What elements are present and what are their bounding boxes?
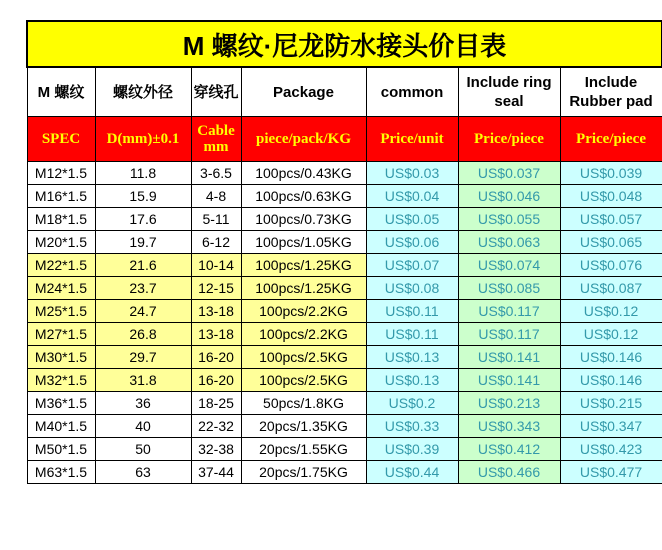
- ring-seal-price-cell: US$0.085: [458, 277, 560, 300]
- common-price-cell: US$0.07: [366, 254, 458, 277]
- package-cell: 100pcs/0.43KG: [241, 162, 366, 185]
- ring-seal-price-cell: US$0.466: [458, 461, 560, 484]
- spec-cell: M22*1.5: [27, 254, 95, 277]
- ring-seal-price-cell: US$0.074: [458, 254, 560, 277]
- ring-seal-price-cell: US$0.037: [458, 162, 560, 185]
- package-cell: 50pcs/1.8KG: [241, 392, 366, 415]
- diameter-cell: 50: [95, 438, 191, 461]
- cable-cell: 16-20: [191, 369, 241, 392]
- subheader-row: [27, 117, 662, 162]
- diameter-cell: 23.7: [95, 277, 191, 300]
- rubber-pad-price-cell: US$0.146: [560, 346, 662, 369]
- table-row: [27, 438, 662, 461]
- rubber-pad-price-cell: US$0.065: [560, 231, 662, 254]
- table-row: [27, 185, 662, 208]
- package-cell: 100pcs/2.2KG: [241, 323, 366, 346]
- diameter-cell: 19.7: [95, 231, 191, 254]
- header-rubber-pad: Include Rubber pad: [560, 67, 662, 117]
- subheader-diameter: D(mm)±0.1: [95, 117, 191, 162]
- diameter-cell: 24.7: [95, 300, 191, 323]
- table-row: [27, 208, 662, 231]
- package-cell: 100pcs/2.5KG: [241, 346, 366, 369]
- rubber-pad-price-cell: US$0.146: [560, 369, 662, 392]
- cable-cell: 13-18: [191, 300, 241, 323]
- diameter-cell: 63: [95, 461, 191, 484]
- spec-cell: M32*1.5: [27, 369, 95, 392]
- cable-cell: 12-15: [191, 277, 241, 300]
- rubber-pad-price-cell: US$0.423: [560, 438, 662, 461]
- rubber-pad-price-cell: US$0.215: [560, 392, 662, 415]
- spec-cell: M12*1.5: [27, 162, 95, 185]
- common-price-cell: US$0.04: [366, 185, 458, 208]
- table-row: [27, 300, 662, 323]
- ring-seal-price-cell: US$0.412: [458, 438, 560, 461]
- package-cell: 100pcs/0.63KG: [241, 185, 366, 208]
- table-row: [27, 231, 662, 254]
- table-row: [27, 277, 662, 300]
- cable-cell: 22-32: [191, 415, 241, 438]
- header-common: common: [366, 67, 458, 117]
- subheader-spec: SPEC: [27, 117, 95, 162]
- spec-cell: M50*1.5: [27, 438, 95, 461]
- spec-cell: M24*1.5: [27, 277, 95, 300]
- common-price-cell: US$0.08: [366, 277, 458, 300]
- rubber-pad-price-cell: US$0.12: [560, 323, 662, 346]
- spec-cell: M20*1.5: [27, 231, 95, 254]
- spec-cell: M27*1.5: [27, 323, 95, 346]
- header-outer-diameter: 螺纹外径: [95, 67, 191, 117]
- table-row: [27, 162, 662, 185]
- ring-seal-price-cell: US$0.141: [458, 369, 560, 392]
- rubber-pad-price-cell: US$0.12: [560, 300, 662, 323]
- header-row: [27, 67, 662, 117]
- common-price-cell: US$0.11: [366, 323, 458, 346]
- header-package: Package: [241, 67, 366, 117]
- rubber-pad-price-cell: US$0.477: [560, 461, 662, 484]
- package-cell: 20pcs/1.35KG: [241, 415, 366, 438]
- rubber-pad-price-cell: US$0.347: [560, 415, 662, 438]
- common-price-cell: US$0.13: [366, 369, 458, 392]
- cable-cell: 32-38: [191, 438, 241, 461]
- cable-cell: 16-20: [191, 346, 241, 369]
- cable-cell: 3-6.5: [191, 162, 241, 185]
- package-cell: 100pcs/2.2KG: [241, 300, 366, 323]
- cable-cell: 18-25: [191, 392, 241, 415]
- common-price-cell: US$0.13: [366, 346, 458, 369]
- cable-cell: 37-44: [191, 461, 241, 484]
- spec-cell: M40*1.5: [27, 415, 95, 438]
- package-cell: 100pcs/2.5KG: [241, 369, 366, 392]
- ring-seal-price-cell: US$0.046: [458, 185, 560, 208]
- rubber-pad-price-cell: US$0.057: [560, 208, 662, 231]
- package-cell: 20pcs/1.55KG: [241, 438, 366, 461]
- common-price-cell: US$0.05: [366, 208, 458, 231]
- cable-cell: 4-8: [191, 185, 241, 208]
- subheader-price-unit: Price/unit: [366, 117, 458, 162]
- table-title: M 螺纹·尼龙防水接头价目表: [27, 21, 662, 67]
- subheader-price-ring: Price/piece: [458, 117, 560, 162]
- spec-cell: M36*1.5: [27, 392, 95, 415]
- spec-cell: M25*1.5: [27, 300, 95, 323]
- diameter-cell: 11.8: [95, 162, 191, 185]
- rubber-pad-price-cell: US$0.039: [560, 162, 662, 185]
- table-row: [27, 415, 662, 438]
- table-row: [27, 392, 662, 415]
- subheader-cable: Cable mm: [191, 117, 241, 162]
- ring-seal-price-cell: US$0.117: [458, 300, 560, 323]
- table-row: [27, 369, 662, 392]
- ring-seal-price-cell: US$0.141: [458, 346, 560, 369]
- diameter-cell: 29.7: [95, 346, 191, 369]
- header-ring-seal: Include ring seal: [458, 67, 560, 117]
- diameter-cell: 36: [95, 392, 191, 415]
- package-cell: 100pcs/1.05KG: [241, 231, 366, 254]
- common-price-cell: US$0.44: [366, 461, 458, 484]
- diameter-cell: 31.8: [95, 369, 191, 392]
- ring-seal-price-cell: US$0.063: [458, 231, 560, 254]
- table-row: [27, 254, 662, 277]
- ring-seal-price-cell: US$0.055: [458, 208, 560, 231]
- rubber-pad-price-cell: US$0.048: [560, 185, 662, 208]
- diameter-cell: 15.9: [95, 185, 191, 208]
- common-price-cell: US$0.2: [366, 392, 458, 415]
- ring-seal-price-cell: US$0.213: [458, 392, 560, 415]
- package-cell: 100pcs/0.73KG: [241, 208, 366, 231]
- package-cell: 20pcs/1.75KG: [241, 461, 366, 484]
- table-row: [27, 346, 662, 369]
- cable-cell: 10-14: [191, 254, 241, 277]
- common-price-cell: US$0.03: [366, 162, 458, 185]
- cable-cell: 5-11: [191, 208, 241, 231]
- common-price-cell: US$0.39: [366, 438, 458, 461]
- common-price-cell: US$0.33: [366, 415, 458, 438]
- spec-cell: M16*1.5: [27, 185, 95, 208]
- rubber-pad-price-cell: US$0.087: [560, 277, 662, 300]
- ring-seal-price-cell: US$0.117: [458, 323, 560, 346]
- diameter-cell: 21.6: [95, 254, 191, 277]
- rubber-pad-price-cell: US$0.076: [560, 254, 662, 277]
- common-price-cell: US$0.11: [366, 300, 458, 323]
- header-cable-hole: 穿线孔: [191, 67, 241, 117]
- table-row: [27, 461, 662, 484]
- cable-cell: 6-12: [191, 231, 241, 254]
- header-spec: M 螺纹: [27, 67, 95, 117]
- subheader-price-pad: Price/piece: [560, 117, 662, 162]
- subheader-pack: piece/pack/KG: [241, 117, 366, 162]
- diameter-cell: 40: [95, 415, 191, 438]
- price-table: [26, 20, 662, 484]
- table-row: [27, 323, 662, 346]
- spec-cell: M18*1.5: [27, 208, 95, 231]
- package-cell: 100pcs/1.25KG: [241, 277, 366, 300]
- cable-cell: 13-18: [191, 323, 241, 346]
- diameter-cell: 26.8: [95, 323, 191, 346]
- package-cell: 100pcs/1.25KG: [241, 254, 366, 277]
- common-price-cell: US$0.06: [366, 231, 458, 254]
- spec-cell: M63*1.5: [27, 461, 95, 484]
- diameter-cell: 17.6: [95, 208, 191, 231]
- ring-seal-price-cell: US$0.343: [458, 415, 560, 438]
- spec-cell: M30*1.5: [27, 346, 95, 369]
